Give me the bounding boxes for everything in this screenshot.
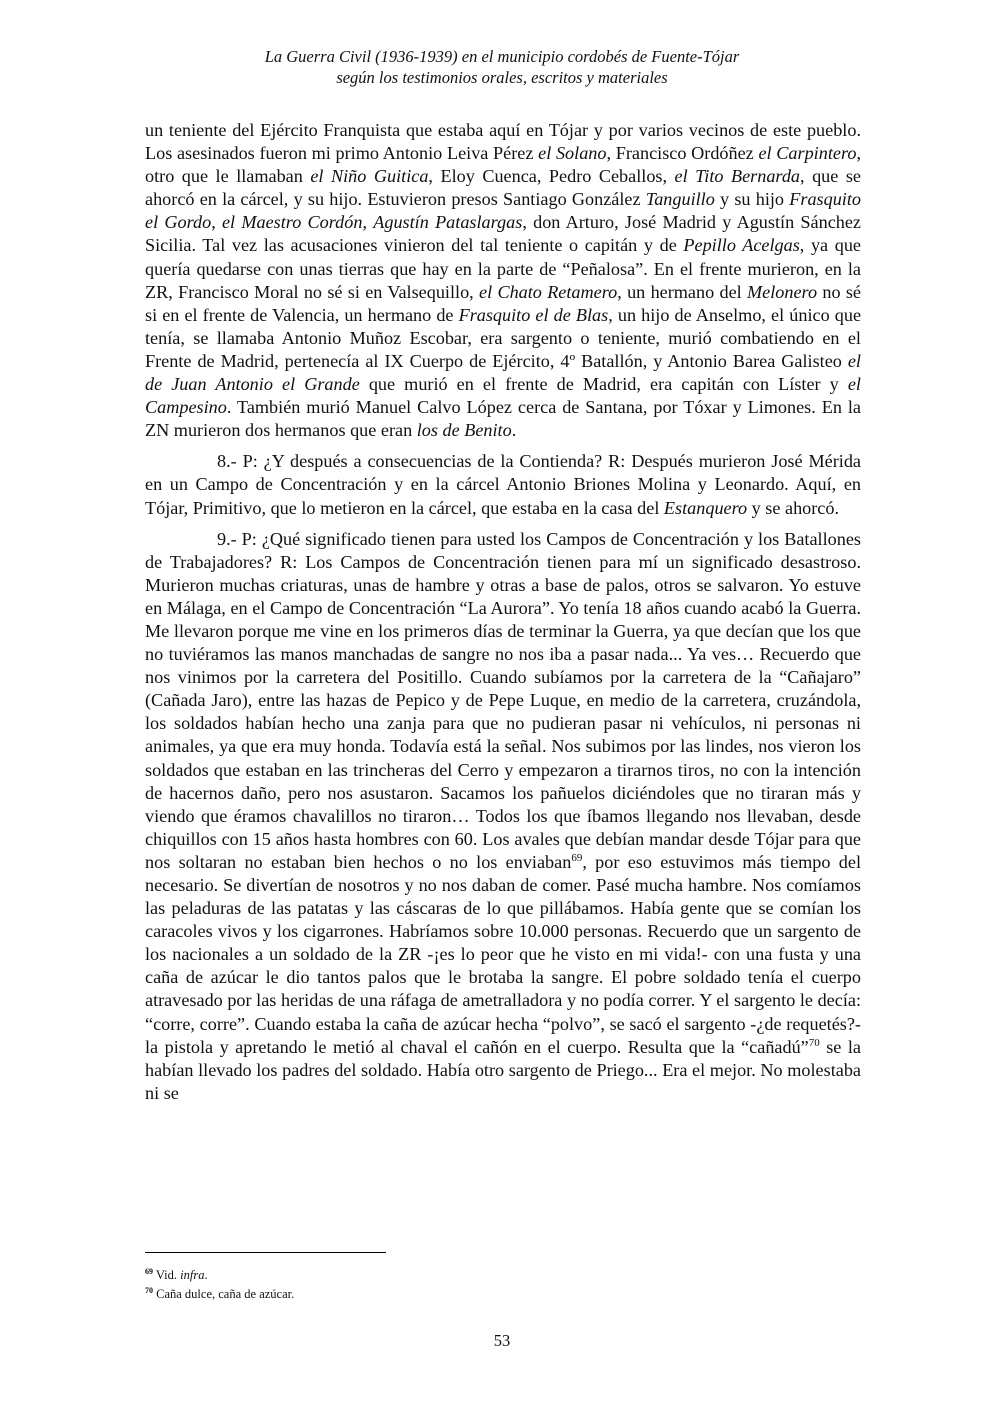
paragraph-continuation: un teniente del Ejército Franquista que estaba aquí en Tójar y por varios vecinos de este pueblo. Los asesinados fueron mi primo Antonio Leiva Pérez el Solano, Francisco Ordóñez el Carpintero, otro que le llamaban el Niño Guitica, Eloy Cuenca, Pedro Ceballos, el Tito Bernarda, que se ahorcó en la cárcel, y su hijo. Estuvieron presos Santiago González Tanguillo y su hijo Frasquito el Gordo, el Maestro Cordón, Agustín Pataslargas, don Arturo, José Madrid y Agustín Sánchez Sicilia. Tal vez las acusaciones vinieron del tal teniente o capitán y de Pepillo Acelgas, ya que quería quedarse con unas tierras que hay en la parte de “Peñalosa”. En el frente murieron, en la ZR, Francisco Moral no sé si en Valsequillo, el Chato Retamero, un hermano del Melonero no sé si en el frente de Valencia, un hermano de Frasquito el de Blas, un hijo de Anselmo, el único que tenía, se llamaba Antonio Muñoz Escobar, era sargento o teniente, murió combatiendo en el Frente de Madrid, pertenecía al IX Cuerpo de Ejército, 4º Batallón, y Antonio Barea Galisteo el de Juan Antonio el Grande que murió en el frente de Madrid, era capitán con Líster y el Campesino. También murió Manuel Calvo López cerca de Santana, por Tóxar y Limones. En la ZN murieron dos hermanos que eran los de Benito. [145,120,862,441]
running-header [0,46,1004,88]
footnote-70: $^{70}$ Caña dulce, caña de azúcar. [145,1286,295,1302]
footnote-divider [145,1252,386,1253]
footnote-ref-70[interactable]: 70 [808,1036,820,1049]
footnote-ref-69[interactable]: 69 [571,851,583,864]
header-line-1: La Guerra Civil (1936-1939) en el municipio cordobés de Fuente-Tójar [264,47,740,66]
header-line-2: según los testimonios orales, escritos y materiales [336,68,668,87]
body-text [145,119,861,1113]
paragraph-question-9: 9.- P: ¿Qué significado tienen para usted los Campos de Concentración y los Batallones de Trabajadores? R: Los Campos de Concentración tienen para mí un significado desastroso. Murieron muchas criaturas, unas de hambre y otras a base de palos, otros se salvaron. Yo estuve en Málaga, en el Campo de Concentración “La Aurora”. Yo tenía 18 años cuando acabó la Guerra. Me llevaron porque me vine en los primeros días de terminar la Guerra, ya que decían que los que no tuviéramos las manos manchadas de sangre no nos iba a pasar nada... Ya ves… Recuerdo que nos vinimos por la carretera del Positillo. Cuando subíamos por la carretera de la “Cañajaro” (Cañada Jaro), entre las hazas de Pepico y de Pepe Luque, en medio de la carretera, cruzándola, los soldados habían hecho una zanja para que no pudieran pasar ni vehículos, ni personas ni animales, ya que era muy honda. Todavía está la señal. Nos subimos por las lindes, nos vieron los soldados que estaban en las trincheras del Cerro y empezaron a tirarnos tiros, no con la intención de hacernos daño, pero nos asustaron. Sacamos los pañuelos diciéndoles que no tiraran más y viendo que éramos chavalillos no tiraron… Todos los que íbamos llegando nos llevaban, desde chiquillos con 15 años hasta hombres con 60. Los avales que debían mandar desde Tójar para que nos soltaran no estaban bien hechos o no los enviaban$^{69}$, por eso estuvimos más tiempo del necesario. Se divertían de nosotros y no nos daban de comer. Pasé mucha hambre. Nos comíamos las peladuras de las patatas y las cáscaras de lo que pillábamos. Había gente que se comían los caracoles vivos y los cigarrones. Habríamos sobre 10.000 personas. Recuerdo que un sargento de los nacionales a un soldado de la ZR -¡es lo peor que he visto en mi vida!- con una fusta y una caña de azúcar le dio tantos palos que le brotaba la sangre. El pobre soldado tenía el cuerpo atravesado por las heridas de una ráfaga de ametralladora y no podía correr. Y el sargento le decía: “corre, corre”. Cuando estaba la caña de azúcar hecha “polvo”, se sacó el sargento -¿de requetés?- la pistola y apretando le metió al chaval el cañón en el cuerpo. Resulta que la “cañadú”$^{70}$ se la habían llevado los padres del soldado. Había otro sargento de Priego... Era el mejor. No molestaba ni se [145,528,862,1103]
paragraph-question-8: 8.- P: ¿Y después a consecuencias de la Contienda? R: Después murieron José Mérida en un Campo de Concentración y en la cárcel Antonio Briones Molina y Leonardo. Aquí, en Tójar, Primitivo, que lo metieron en la cárcel, que estaba en la casa del Estanquero y se ahorcó. [145,451,861,518]
page-number: 53 [493,1331,511,1350]
footnote-69: $^{69}$ Vid. infra. [145,1267,208,1283]
footnotes [145,1264,294,1302]
